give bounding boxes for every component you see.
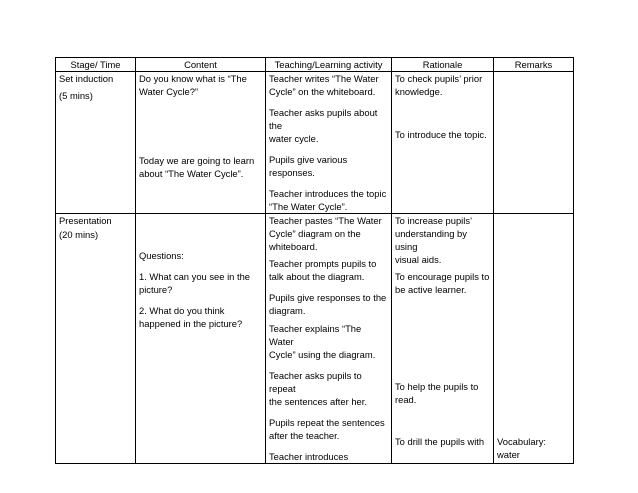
stage-time: (20 mins) [59,229,99,240]
remarks-cell [494,72,574,214]
content-question: Do you know what is “The Water Cycle?” [139,73,247,97]
stage-time: (5 mins) [59,90,93,101]
activity-item: Teacher prompts pupils to talk about the diagram. [269,258,377,282]
activity-item: Pupils give various responses. [269,154,348,178]
stage-cell [56,72,136,214]
table-header-row [56,58,574,72]
content-questions-label: Questions: [139,250,184,261]
activity-cell [266,72,392,214]
table-row [56,72,574,214]
remarks-item: Vocabulary: water [497,436,546,460]
content-question-2: 2. What do you think happened in the picture? [139,305,243,329]
stage-cell [56,214,136,464]
activity-item: Teacher writes “The Water Cycle” on the whiteboard. [269,73,379,97]
stage-name: Presentation [59,215,112,226]
rationale-item: To drill the pupils with [395,436,485,447]
content-question-1: 1. What can you see in the picture? [139,271,251,295]
header-rationale: Rationale [392,58,494,72]
rationale-item: To help the pupils to read. [395,381,479,405]
activity-item: Teacher asks pupils about the water cycle. [269,107,378,144]
activity-item: Teacher introduces [269,451,349,462]
activity-cell [266,214,392,464]
activity-item: Pupils repeat the sentences after the teacher. [269,417,385,441]
rationale-cell [392,214,494,464]
activity-item: Teacher pastes “The Water Cycle” diagram on the whiteboard. [269,215,382,252]
rationale-item: To check pupils’ prior knowledge. [395,73,483,97]
header-activity: Teaching/Learning activity [266,58,392,72]
header-remarks: Remarks [494,58,574,72]
stage-name: Set induction [59,73,114,84]
lesson-plan-table [55,57,574,464]
remarks-cell [494,214,574,464]
rationale-item: To encourage pupils to be active learner. [395,271,490,295]
activity-item: Pupils give responses to the diagram. [269,292,387,316]
content-cell [136,72,266,214]
header-stage-time: Stage/ Time [56,58,136,72]
activity-item: Teacher introduces the topic “The Water Cycle”. [269,188,387,212]
table-row [56,214,574,464]
content-intro: Today we are going to learn about “The Water Cycle”. [139,155,255,179]
activity-item: Teacher asks pupils to repeat the sentences after her. [269,370,367,407]
rationale-item: To introduce the topic. [395,129,487,140]
content-cell [136,214,266,464]
rationale-item: To increase pupils’ understanding by using visual aids. [395,215,473,265]
header-content: Content [136,58,266,72]
activity-item: Teacher explains “The Water Cycle” using the diagram. [269,323,376,360]
rationale-cell [392,72,494,214]
